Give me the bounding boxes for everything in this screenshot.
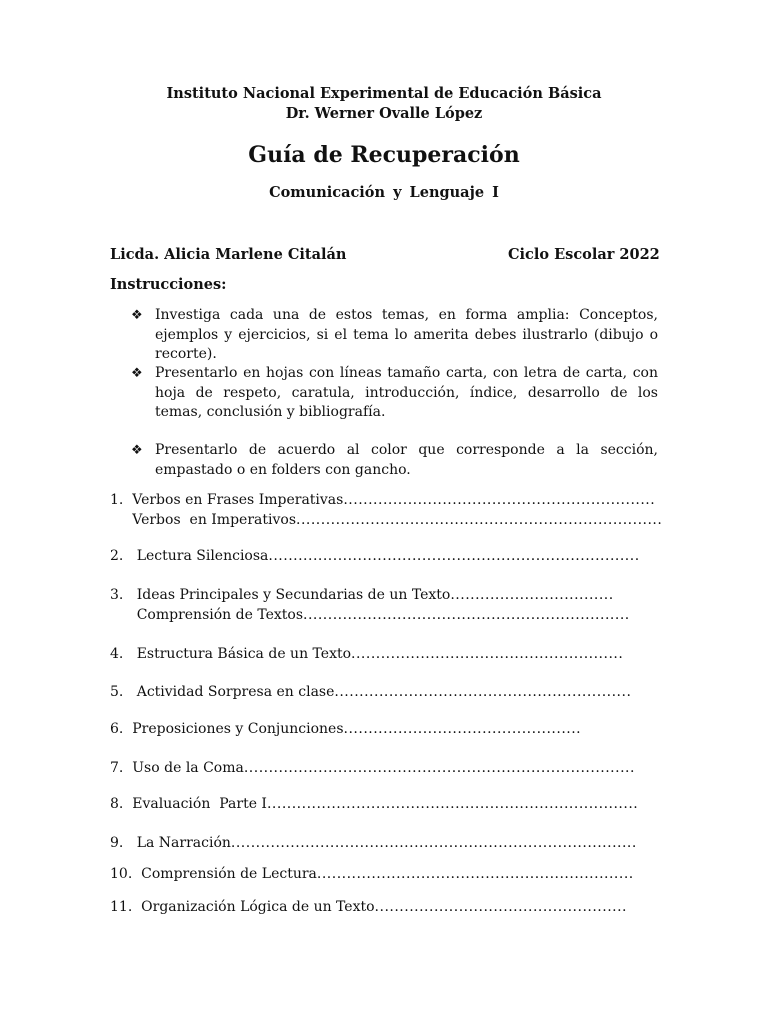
topic-leader: ............................................................................... — [243, 760, 635, 776]
instruction-text: Presentarlo de acuerdo al color que corresponde a la sección, empastado o en folders con gancho. — [155, 442, 658, 478]
topic-leader: ............................................................ — [334, 684, 632, 700]
topic-item — [110, 899, 627, 915]
topic-item — [110, 835, 637, 851]
instruction-text: Presentarlo en hojas con líneas tamaño carta, con letra de carta, con hoja de respeto, caratula, introducción, índice, desarrollo de los temas, conclusión y bibliografía. — [155, 365, 658, 420]
topic-item — [110, 721, 581, 737]
topic-item — [110, 607, 630, 623]
topic-text: 1. Verbos en Frases Imperativas — [110, 492, 344, 508]
topic-item — [110, 512, 662, 528]
topic-text: 4. Estructura Básica de un Texto — [110, 646, 352, 662]
subject-title: Comunicación y Lenguaje I — [269, 184, 499, 201]
topic-leader: ................................. — [450, 587, 614, 603]
instruction-item — [131, 441, 658, 480]
institute-name: Instituto Nacional Experimental de Educación Básica — [166, 85, 602, 102]
instructions-heading: Instrucciones: — [110, 276, 227, 293]
school-name: Dr. Werner Ovalle López — [285, 105, 483, 122]
topic-text: Verbos en Imperativos — [110, 512, 296, 528]
four-diamond-bullet-icon: ❖ — [131, 443, 143, 458]
topic-item — [110, 684, 631, 700]
instruction-item — [131, 364, 658, 423]
topic-text: 8. Evaluación Parte I — [110, 796, 267, 812]
instruction-item — [131, 306, 658, 365]
topic-text: 6. Preposiciones y Conjunciones — [110, 721, 344, 737]
topic-item — [110, 866, 634, 882]
topic-leader: ....................................................... — [351, 646, 624, 662]
topic-text: 3. Ideas Principales y Secundarias de un Texto — [110, 587, 451, 603]
topic-item — [110, 760, 635, 776]
topic-item — [110, 587, 614, 603]
topic-item — [110, 646, 623, 662]
topic-leader: .................................................................. — [303, 607, 630, 623]
teacher-name: Licda. Alicia Marlene Citalán — [110, 246, 347, 263]
topic-text: Comprensión de Textos — [110, 607, 303, 623]
page-title: Guía de Recuperación — [248, 142, 520, 168]
topic-leader: ............................................................... — [343, 492, 656, 508]
topic-text: 2. Lectura Silenciosa — [110, 548, 269, 564]
topic-leader: .................................................................................. — [230, 835, 637, 851]
topic-text: 7. Uso de la Coma — [110, 760, 244, 776]
topic-item — [110, 492, 655, 508]
four-diamond-bullet-icon: ❖ — [131, 366, 143, 381]
topic-text: 11. Organización Lógica de un Texto — [110, 899, 375, 915]
topic-item — [110, 548, 640, 564]
topic-leader: ........................................................................... — [266, 796, 639, 812]
topic-item — [110, 796, 638, 812]
topic-leader: ........................................................................... — [268, 548, 640, 564]
topic-leader: ................................................ — [343, 721, 582, 737]
four-diamond-bullet-icon: ❖ — [131, 308, 143, 323]
topic-text: 9. La Narración — [110, 835, 231, 851]
school-cycle: Ciclo Escolar 2022 — [508, 246, 660, 263]
instruction-text: Investiga cada una de estos temas, en forma amplia: Conceptos, ejemplos y ejercicios, si el tema lo amerita debes ilustrarlo (dibujo o recorte). — [155, 307, 658, 362]
topic-leader: .......................................................................... — [296, 512, 663, 528]
topic-text: 10. Comprensión de Lectura — [110, 866, 317, 882]
topic-text: 5. Actividad Sorpresa en clase — [110, 684, 335, 700]
topic-leader: ................................................... — [374, 899, 628, 915]
topic-leader: ................................................................ — [316, 866, 634, 882]
